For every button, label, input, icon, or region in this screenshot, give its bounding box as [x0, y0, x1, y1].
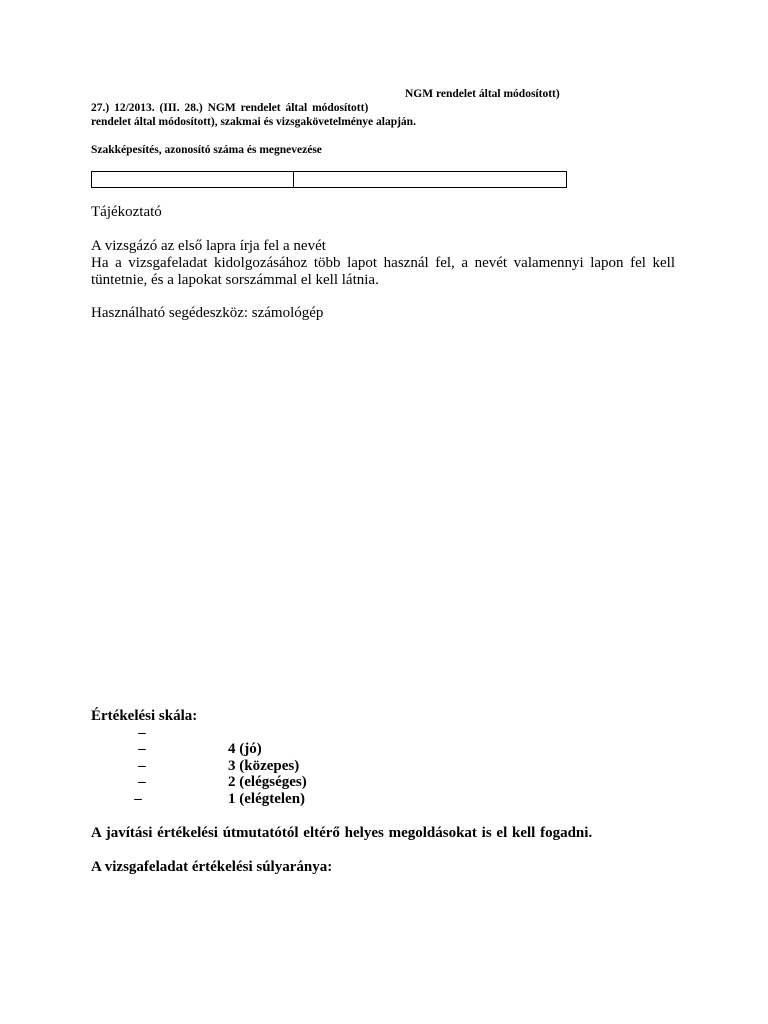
instruction-name-first-page: A vizsgázó az első lapra írja fel a nevét [91, 238, 326, 254]
scale-dash: – [138, 758, 146, 774]
header-regulation-line-1: 27.) 12/2013. (III. 28.) NGM rendelet által módosított) [91, 102, 369, 114]
qualification-heading: Szakképesítés, azonosító száma és megnevezése [91, 144, 322, 156]
grade-average: 3 (közepes) [228, 758, 300, 774]
header-regulation-line-2: rendelet által módosított), szakmai és vizsgakövetelménye alapján. [91, 116, 416, 128]
scale-dash: – [138, 725, 146, 741]
scale-dash: – [138, 741, 146, 757]
alternative-solutions-note: A javítási értékelési útmutatótól eltérő helyes megoldásokat is el kell fogadni. [91, 825, 593, 841]
qualification-name-cell [294, 172, 566, 187]
allowed-aid-text: Használható segédeszköz: számológép [91, 305, 324, 321]
scale-dash: – [134, 791, 142, 807]
info-heading: Tájékoztató [91, 204, 162, 220]
evaluation-weight-text: A vizsgafeladat értékelési súlyaránya: [91, 859, 333, 875]
qualification-code-cell [92, 172, 294, 187]
instruction-multiple-pages: Ha a vizsgafeladat kidolgozásához több lapot használ fel, a nevét valamennyi lapon fel kell tüntetnie, és a lapokat sorszámmal el kell látnia. [91, 255, 675, 288]
scale-dash: – [138, 774, 146, 790]
grade-good: 4 (jó) [228, 741, 262, 757]
grade-sufficient: 2 (elégséges) [228, 774, 307, 790]
evaluation-scale-heading: Értékelési skála: [91, 708, 198, 724]
qualification-table [91, 171, 567, 188]
grade-insufficient: 1 (elégtelen) [228, 791, 306, 807]
header-regulation-line-top: NGM rendelet által módosított) [405, 88, 560, 100]
